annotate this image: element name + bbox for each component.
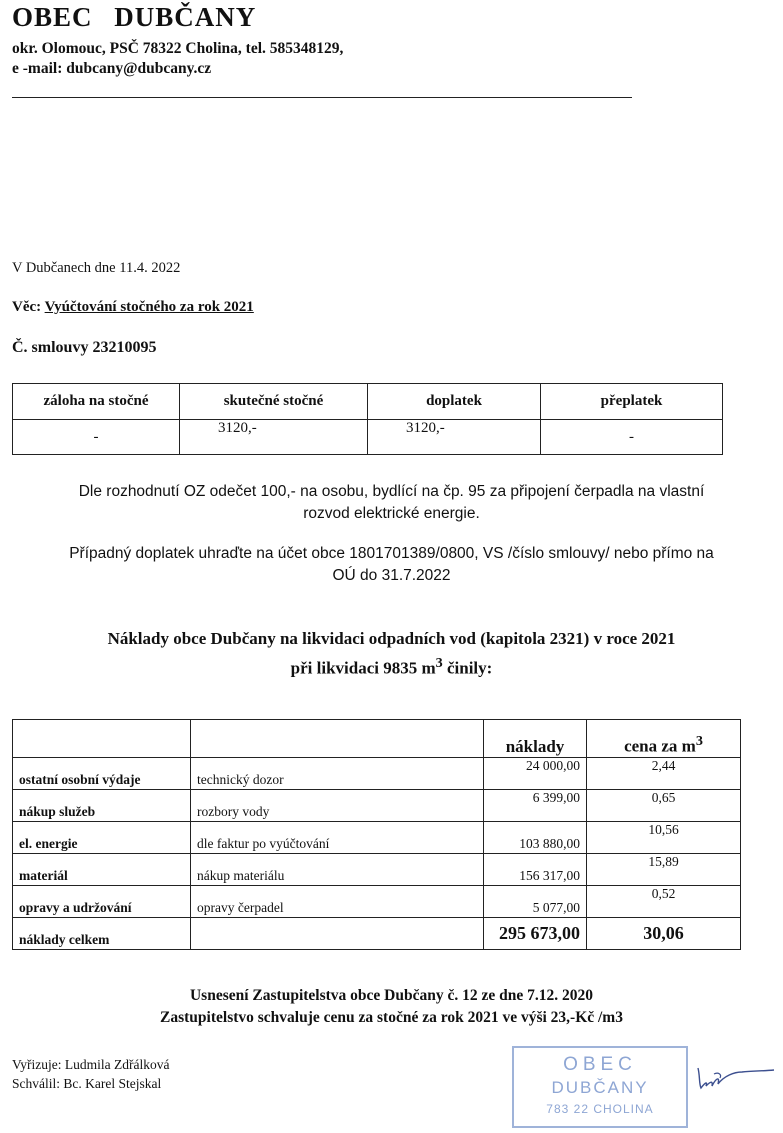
row-cost: 103 880,00 — [484, 822, 587, 854]
handled-by: Vyřizuje: Ludmila Zdřálková — [12, 1057, 170, 1072]
row-price: 10,56 — [587, 822, 741, 854]
header-deposit: záloha na stočné — [13, 384, 180, 420]
summary-table — [12, 383, 723, 455]
table-row — [13, 822, 741, 854]
payment-note-line: OÚ do 31.7.2022 — [332, 567, 451, 584]
contract-number: Č. smlouvy 23210095 — [12, 339, 157, 356]
row-category: materiál — [13, 854, 191, 886]
row-description: dle faktur po vyúčtování — [191, 822, 484, 854]
row-description: nákup materiálu — [191, 854, 484, 886]
row-category: nákup služeb — [13, 790, 191, 822]
blank-header — [191, 720, 484, 758]
signature-icon — [694, 1062, 776, 1094]
costs-heading-text: při likvidaci 9835 m — [290, 658, 436, 678]
place-date: V Dubčanech dne 11.4. 2022 — [12, 260, 181, 276]
costs-heading-line1: Náklady obce Dubčany na likvidaci odpadních vod (kapitola 2321) v roce 2021 — [107, 629, 676, 648]
superscript: 3 — [695, 733, 703, 750]
costs-table — [12, 719, 741, 950]
payment-note — [0, 543, 783, 587]
subject-line — [12, 299, 254, 316]
costs-heading-line2 — [0, 651, 783, 681]
deduction-note — [0, 481, 783, 525]
value-actual: 3120,- — [180, 420, 368, 455]
approved-by: Schválil: Bc. Karel Stejskal — [12, 1076, 162, 1091]
payment-note-line: Případný doplatek uhraďte na účet obce 1801701389/0800, VS /číslo smlouvy/ nebo přímo na — [69, 545, 714, 562]
row-price: 0,52 — [587, 886, 741, 918]
organization-name: OBEC DUBČANY — [12, 2, 257, 32]
value-overpayment: - — [541, 420, 723, 455]
table-row — [13, 758, 741, 790]
header-price-text: cena za m — [624, 737, 696, 756]
row-cost: 156 317,00 — [484, 854, 587, 886]
row-description: technický dozor — [191, 758, 484, 790]
stamp-line3: 783 22 CHOLINA — [546, 1102, 654, 1116]
row-description: rozbory vody — [191, 790, 484, 822]
row-description: opravy čerpadel — [191, 886, 484, 918]
row-price: 2,44 — [587, 758, 741, 790]
total-blank — [191, 918, 484, 950]
row-cost: 6 399,00 — [484, 790, 587, 822]
header-divider — [12, 97, 632, 98]
total-price: 30,06 — [587, 918, 741, 950]
stamp-line1: OBEC — [563, 1054, 637, 1075]
resolution-line: Usnesení Zastupitelstva obce Dubčany č. 12 ze dne 7.12. 2020 — [189, 987, 593, 1004]
row-category: opravy a udržování — [13, 886, 191, 918]
deduction-note-line: rozvod elektrické energie. — [303, 505, 480, 522]
stamp-line2: DUBČANY — [551, 1078, 649, 1097]
header-surcharge: doplatek — [368, 384, 541, 420]
value-deposit: - — [13, 420, 180, 455]
table-row — [13, 790, 741, 822]
costs-heading-text: činily: — [442, 658, 493, 678]
total-label: náklady celkem — [13, 918, 191, 950]
value-surcharge: 3120,- — [368, 420, 541, 455]
header-price — [587, 720, 741, 758]
table-row — [13, 854, 741, 886]
row-category: ostatní osobní výdaje — [13, 758, 191, 790]
table-row — [13, 886, 741, 918]
header-costs: náklady — [484, 720, 587, 758]
row-cost: 5 077,00 — [484, 886, 587, 918]
council-resolution — [0, 985, 783, 1029]
row-price: 0,65 — [587, 790, 741, 822]
resolution-line: Zastupitelstvo schvaluje cenu za stočné za rok 2021 ve výši 23,-Kč /m3 — [160, 1009, 623, 1026]
superscript: 3 — [435, 655, 443, 671]
row-cost: 24 000,00 — [484, 758, 587, 790]
row-category: el. energie — [13, 822, 191, 854]
deduction-note-line: Dle rozhodnutí OZ odečet 100,- na osobu, bydlící na čp. 95 za připojení čerpadla na vlastní — [78, 483, 705, 500]
costs-heading — [0, 627, 783, 681]
subject-text: Vyúčtování stočného za rok 2021 — [44, 299, 254, 315]
row-price: 15,89 — [587, 854, 741, 886]
header-actual: skutečné stočné — [180, 384, 368, 420]
official-stamp — [512, 1046, 688, 1128]
header-overpayment: přeplatek — [541, 384, 723, 420]
subject-label: Věc: — [12, 299, 45, 315]
organization-address: okr. Olomouc, PSČ 78322 Cholina, tel. 585348129, — [12, 40, 344, 57]
blank-header — [13, 720, 191, 758]
table-total-row — [13, 918, 741, 950]
total-cost: 295 673,00 — [484, 918, 587, 950]
organization-email: e -mail: dubcany@dubcany.cz — [12, 60, 212, 77]
